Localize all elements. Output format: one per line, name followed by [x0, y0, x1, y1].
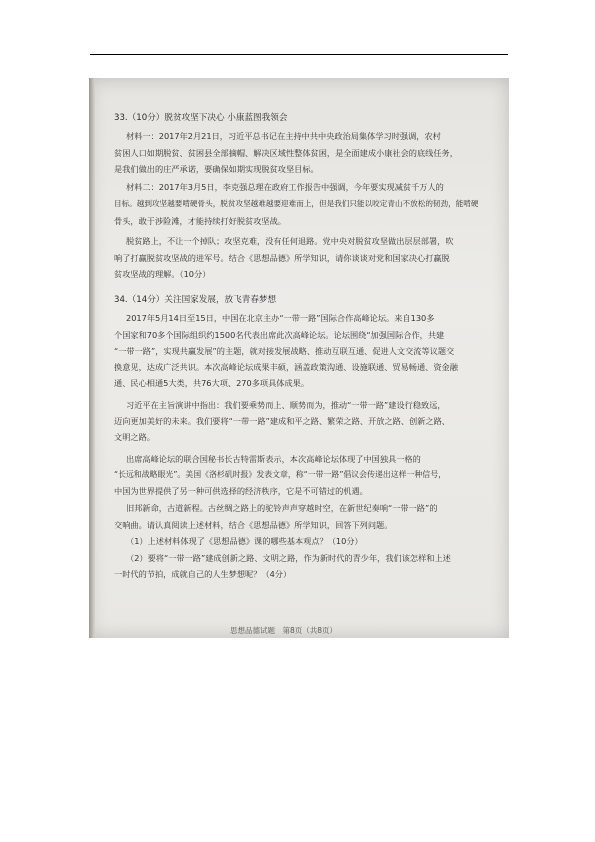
q34-line: 交响曲。请认真阅读上述材料，结合《思想品德》所学知识，回答下列问题。 — [114, 520, 393, 530]
q33-line: 脱贫路上，不让一个掉队；攻坚克难，没有任何退路。党中央对脱贫攻坚做出层层部署，吹 — [126, 236, 454, 246]
page-shadow-edge — [89, 78, 95, 638]
q34-line: 出席高峰论坛的联合国秘书长古特雷斯表示，本次高峰论坛体现了中国独具一格的 — [126, 454, 421, 464]
q33-line: 材料二：2017年3月5日，李克强总理在政府工作报告中强调，今年要实现减贫千万人的 — [126, 182, 444, 192]
q34-subquestion: （2）要将“一带一路”建成创新之路、文明之路，作为新时代的青少年，我们该怎样和上述 — [126, 553, 451, 563]
q33-line: 贫困人口如期脱贫、贫困县全部摘帽、解决区域性整体贫困，是全面建成小康社会的底线任务， — [114, 148, 458, 158]
q34-subquestion: （1）上述材料体现了《思想品德》课的哪些基本观点？（10分） — [126, 536, 363, 546]
q34-subquestion: 一时代的节拍，成就自己的人生梦想呢？（4分） — [114, 569, 292, 579]
q34-line: 习近平在主旨演讲中指出：我们要乘势而上、顺势而为，推动“一带一路”建设行稳致远， — [126, 400, 446, 410]
q33-line: 骨头，敢于涉险滩，才能持续打好脱贫攻坚战。 — [114, 216, 286, 226]
page-footer: 思想品德试题 第8页（共8页） — [230, 626, 338, 635]
q34-line: 2017年5月14日至15日，中国在北京主办“一带一路”国际合作高峰论坛。来自130多 — [126, 313, 435, 323]
q34-line: 通、民心相通5大类，共76大项、270多项具体成果。 — [114, 378, 310, 388]
q34-line: 个国家和70多个国际组织约1500名代表出席此次高峰论坛。论坛围绕“加强国际合作，共建 — [114, 330, 445, 340]
q33-title: 33.（10分）脱贫攻坚下决心 小康蓝图我领会 — [114, 113, 288, 123]
q34-line: “长远和战略眼光”。美国《洛杉矶时报》发表文章，称“一带一路”倡议会传递出这样一种信号， — [114, 470, 446, 479]
q34-title: 34.（14分）关注国家发展，放飞青春梦想 — [114, 295, 277, 305]
q33-line: 贫攻坚战的理解。（10分） — [114, 269, 211, 279]
q34-line: “一带一路”，实现共赢发展”的主题，就对接发展战略、推动互联互通、促进人文交流等议题交 — [114, 346, 455, 356]
q33-line: 是我们做出的庄严承诺，要确保如期实现脱贫攻坚目标。 — [114, 164, 319, 174]
q34-line: 旧邦新命，古道新程。古丝绸之路上的驼铃声声穿越时空，在新世纪奏响“一带一路”的 — [126, 503, 438, 513]
q33-line: 响了打赢脱贫攻坚战的进军号。结合《思想品德》所学知识，请你谈谈对党和国家决心打赢脱 — [114, 253, 450, 263]
top-rule — [90, 54, 508, 55]
q34-line: 中国为世界提供了另一种可供选择的经济秩序，它是不可错过的机遇。 — [114, 486, 368, 496]
q34-line: 文明之路。 — [114, 432, 155, 442]
q34-line: 换意见，达成广泛共识。本次高峰论坛成果丰硕，涵盖政策沟通、设施联通、贸易畅通、资金融 — [114, 362, 458, 372]
q33-line: 材料一：2017年2月21日，习近平总书记在主持中共中央政治局集体学习时强调，农村 — [126, 131, 441, 141]
q33-line: 目标。越到攻坚越要啃硬骨头，脱贫攻坚越难越要迎难而上，但是我们只能以咬定青山不放松的韧劲，能啃硬 — [114, 199, 479, 208]
q34-line: 迈向更加美好的未来。我们要将“一带一路”建成和平之路、繁荣之路、开放之路、创新之路、 — [114, 416, 450, 426]
